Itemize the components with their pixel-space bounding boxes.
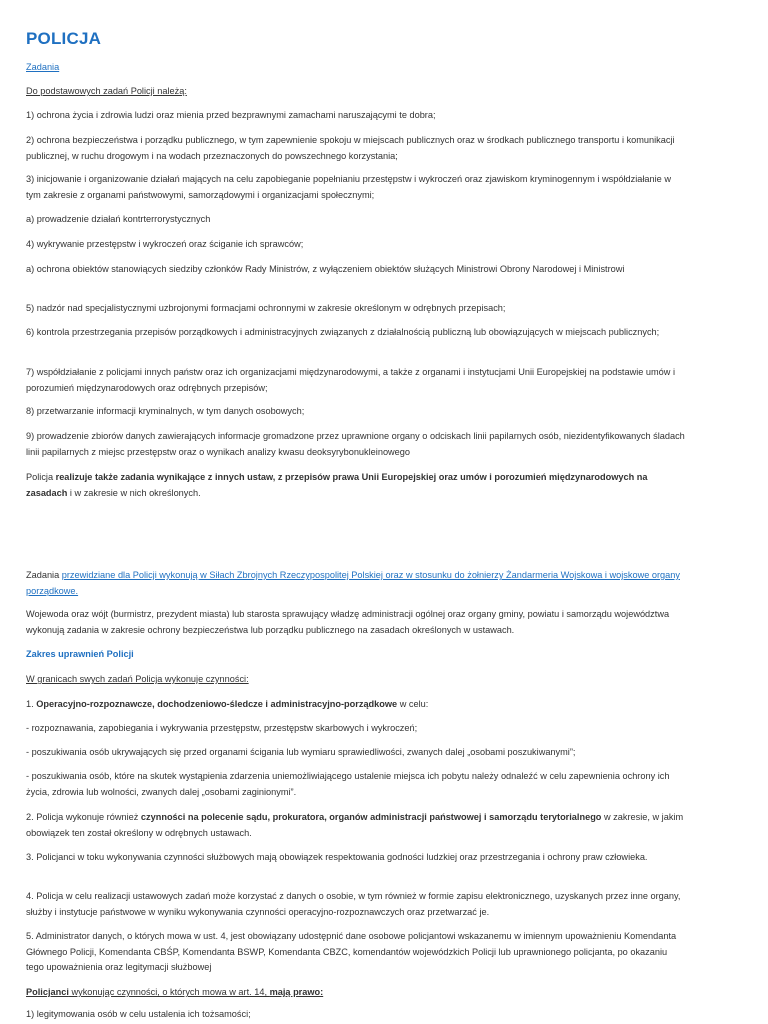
intro-paragraph xyxy=(26,84,686,100)
voivode-paragraph: Wojewoda oraz wójt (burmistrz, prezydent miasta) lub starosta sprawujący władzę administracji ogólnej oraz organy gminy, powiatu i samorządu województwa wykonują zadania w zakresie ochrony bezpieczeństwa lub porządku publicznego na zasadach określonych w ustawach. xyxy=(26,609,670,635)
intro2-text: W granicach swych zadań Policja wykonuje czynności: xyxy=(26,674,249,684)
realizes-paragraph xyxy=(26,470,686,501)
act2-bold: czynności na polecenie sądu, prokuratora, organów administracji państwowej i samorządu terytorialnego xyxy=(140,812,602,822)
task-item-5: 5) nadzór nad specjalistycznymi uzbrojonymi formacjami ochronnymi w zakresie określonym w odrębnych przepisach; xyxy=(26,303,506,313)
intro-text: Do podstawowych zadań Policji należą: xyxy=(26,86,187,96)
rights-mid: wykonując czynności, o których mowa w art. 14, xyxy=(68,987,270,997)
activity-2 xyxy=(26,810,686,841)
task-item-1: 1) ochrona życia i zdrowia ludzi oraz mienia przed bezprawnymi zamachami naruszającymi te dobra; xyxy=(26,110,436,120)
task-item-8: 8) przetwarzanie informacji kryminalnych, w tym danych osobowych; xyxy=(26,406,305,416)
military-link[interactable]: przewidziane dla Policji wykonują w Siłach Zbrojnych Rzeczypospolitej Polskiej oraz w stosunku do żołnierzy Żandarmeria Wojskowa i wojskowe organy porządkowe. xyxy=(26,570,680,596)
activity-5: 5. Administrator danych, o których mowa w ust. 4, jest obowiązany udostępnić dane osobowe policjantowi wskazanemu w imiennym upoważnieniu Komendanta Głównego Policji, Komendanta CBŚP, Komendanta BSWP, Komendanta CBZC, komendantów wojewódzkich Policji lub uprawnionego policjanta, po okazaniu tego upoważnienia oraz legitymacji służbowej xyxy=(26,931,677,972)
act1-bold: Operacyjno-rozpoznawcze, dochodzeniowo-śledcze i administracyjno-porządkowe xyxy=(36,699,398,709)
rights-intro-underlined xyxy=(26,987,323,997)
section-heading-uprawnienia xyxy=(26,647,686,663)
intro2-paragraph xyxy=(26,672,686,688)
realizes-post: i w zakresie w nich określonych. xyxy=(67,487,201,498)
activity-4: 4. Policja w celu realizacji ustawowych zadań może korzystać z danych o osobie, w tym również w formie zapisu elektronicznego, uzyskanych przez inne organy, służby i instytucje państwowe w wyniku wykonywania czynności operacyjno-rozpoznawczych oraz przetwarzać je. xyxy=(26,891,681,917)
act2-post: w zakresie, w jakim obowiązek ten został określony w odrębnych ustawach. xyxy=(26,812,684,838)
rights-intro xyxy=(26,985,686,1001)
dash-item-2: - poszukiwania osób ukrywających się przed organami ścigania lub wymiaru sprawiedliwości, zwanych dalej „osobami poszukiwanymi”; xyxy=(26,747,576,757)
task-item-3: 3) inicjowanie i organizowanie działań mających na celu zapobieganie popełnianiu przestępstw i wykroczeń oraz zjawiskom kryminogennym i współdziałanie w tym zakresie z organami państwowymi, samorządowymi i organizacjami społecznymi; xyxy=(26,174,671,200)
act2-pre: 2. Policja wykonuje również xyxy=(26,812,141,822)
dash-item-3: - poszukiwania osób, które na skutek wystąpienia zdarzenia uniemożliwiającego ustalenie miejsca ich pobytu należy odnaleźć w celu zapewnienia ochrony ich życia, zdrowia lub wolności, zwanych dalej „osobami zaginionymi”. xyxy=(26,771,670,797)
rights-bold1: Policjanci xyxy=(26,987,69,997)
rights-bold2: mają prawo: xyxy=(269,987,324,997)
activity-3: 3. Policjanci w toku wykonywania czynności służbowych mają obowiązek respektowania godności ludzkiej oraz przestrzegania i ochrony praw człowieka. xyxy=(26,852,648,862)
task-item-4: 4) wykrywanie przestępstw i wykroczeń oraz ściganie ich sprawców; xyxy=(26,239,304,249)
task-item-4a: a) ochrona obiektów stanowiących siedziby członków Rady Ministrów, z wyłączeniem obiektów służących Ministrowi Obrony Narodowej i Ministrowi xyxy=(26,264,625,274)
task-item-6: 6) kontrola przestrzegania przepisów porządkowych i administracyjnych związanych z działalnością publiczną lub obowiązujących w miejscach publicznych; xyxy=(26,327,660,337)
section-link-zadania[interactable] xyxy=(26,60,686,76)
task-item-3a: a) prowadzenie działań kontrterrorystycznych xyxy=(26,214,211,224)
realizes-bold: realizuje także zadania wynikające z innych ustaw, z przepisów prawa Unii Europejskiej oraz umów i porozumień międzynarodowych na zasadach xyxy=(26,472,648,498)
activity-1 xyxy=(26,697,686,713)
task-item-9: 9) prowadzenie zbiorów danych zawierających informacje gromadzone przez uprawnione organy o odciskach linii papilarnych osób, niezidentyfikowanych śladach linii papilarnych z miejsc przestępstw oraz o wynikach analizy kwasu deoksyrybonukleinowego xyxy=(26,431,685,457)
uprawnienia-heading: Zakres uprawnień Policji xyxy=(26,649,134,659)
task-item-2: 2) ochrona bezpieczeństwa i porządku publicznego, w tym zapewnienie spokoju w miejscach publicznych oraz w środkach publicznego transportu i komunikacji publicznej, w ruchu drogowym i na wodach przeznaczonych do powszechnego korzystania; xyxy=(26,135,675,161)
zadania-link[interactable]: Zadania xyxy=(26,62,60,72)
page-title: POLICJA xyxy=(26,29,102,48)
act1-pre: 1. xyxy=(26,699,37,709)
realizes-pre: Policja xyxy=(26,472,56,482)
dash-item-1: - rozpoznawania, zapobiegania i wykrywania przestępstw, przestępstw skarbowych i wykroczeń; xyxy=(26,723,418,733)
military-pre: Zadania xyxy=(26,570,62,580)
military-paragraph xyxy=(26,568,686,599)
act1-post: w celu: xyxy=(397,699,429,709)
right-item-1: 1) legitymowania osób w celu ustalenia ich tożsamości; xyxy=(26,1009,251,1019)
task-item-7: 7) współdziałanie z policjami innych państw oraz ich organizacjami międzynarodowymi, a także z organami i instytucjami Unii Europejskiej na podstawie umów i porozumień międzynarodowych oraz odrębnych przepisów; xyxy=(26,367,676,393)
